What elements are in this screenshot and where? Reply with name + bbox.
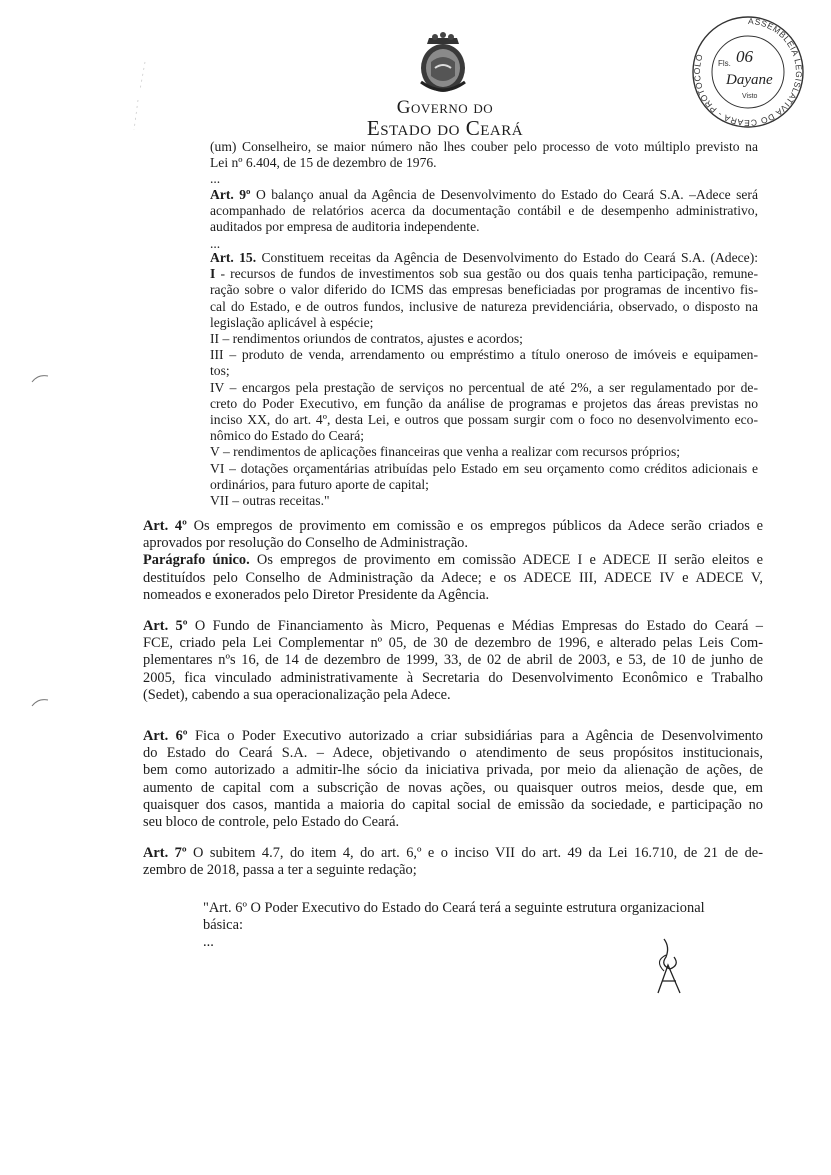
margin-mark	[30, 372, 50, 384]
text-line: O subitem 4.7, do item 4, do art. 6,º e o inciso VII do art. 49 da Lei 16.710, de 21 de de-	[186, 845, 763, 861]
quoted-art15	[210, 250, 758, 509]
quoted-art9	[210, 187, 758, 252]
margin-smudge	[120, 60, 150, 140]
text-line: acompanhado de relatórios acerca da documentação contábil e de desempenho administrativo,	[210, 203, 758, 219]
text-line: bem como autorizado a admitir-lhe sócio da iniciativa privada, por meio da alienação de ações, de	[143, 762, 763, 779]
text-line: destituídos pelo Conselho de Administração da Adece; e os ADECE III, ADECE IV e ADECE V,	[143, 569, 763, 586]
article-label: Art. 7º	[143, 845, 187, 861]
text-line: creto do Poder Executivo, em função da análise de programas e projetos das áreas previstas no	[210, 395, 758, 411]
text-line: tos;	[210, 363, 230, 379]
text-line: ordinários, para futuro aporte de capital;	[210, 476, 429, 492]
text-line: Os empregos de provimento em comissão e os empregos públicos da Adece serão criados e	[186, 518, 763, 534]
text-line: Lei nº 6.404, de 15 de dezembro de 1976.	[210, 155, 437, 171]
text-line: seu bloco de controle, pelo Estado do Ceará.	[143, 814, 400, 831]
article-7	[143, 845, 763, 879]
article-5	[143, 618, 763, 704]
text-line: – dotações orçamentárias atribuídas pelo Estado em seu orçamento como créditos adicionais e	[224, 460, 758, 476]
protocol-stamp	[688, 14, 808, 130]
text-line: ração sobre o valor diferido do ICMS das empresas beneficiadas por programas de incentivo fis-	[210, 282, 758, 298]
text-line: nomeados e exonerados pelo Diretor Presidente da Agência.	[143, 586, 490, 603]
text-line: nômico do Estado do Ceará;	[210, 428, 365, 444]
stamp-fls-label: Fls.	[718, 59, 731, 68]
text-line: legislação aplicável à espécie;	[210, 314, 374, 330]
text-line: 2005, fica vinculado administrativamente à Secretaria do Desenvolvimento Econômico e Trabalho	[143, 669, 763, 686]
government-header	[350, 98, 540, 139]
text-line: O Fundo de Financiamento às Micro, Pequenas e Médias Empresas do Estado do Ceará –	[187, 618, 763, 634]
article-label: Art. 6º	[143, 728, 188, 744]
item-label: VII	[210, 493, 229, 509]
text-line: – rendimentos oriundos de contratos, ajustes e acordos;	[219, 331, 523, 347]
state-coat-of-arms-icon	[415, 32, 471, 96]
text-line: Constituem receitas da Agência de Desenvolvimento do Estado do Ceará S.A. (Adece):	[256, 250, 758, 265]
text-line: O balanço anual da Agência de Desenvolvimento do Estado do Ceará S.A. –Adece será	[250, 187, 758, 202]
ellipsis: ...	[203, 934, 214, 951]
text-line: inciso XX, do art. 4º, desta Lei, e outros que possam surgir com o foco no desenvolvimento eco-	[210, 412, 758, 428]
text-line: Os empregos de provimento em comissão ADECE I e ADECE II serão eleitos e	[249, 552, 763, 569]
item-label: VI	[210, 460, 225, 476]
ellipsis: ...	[210, 171, 221, 187]
item-label: II	[210, 331, 220, 347]
text-line: Fica o Poder Executivo autorizado a criar subsidiárias para a Agência de Desenvolvimento	[187, 728, 763, 744]
quoted-art5-end	[210, 139, 758, 188]
article-label: Art. 9º	[210, 187, 251, 202]
text-line: "Art. 6º O Poder Executivo do Estado do Ceará terá a seguinte estrutura organizacional	[203, 900, 705, 916]
text-line: auditados por empresa de auditoria independente.	[210, 219, 480, 235]
paragraph-label: Parágrafo único.	[143, 552, 250, 569]
text-line: aumento de capital com a subscrição de novas ações, ou quaisquer outros meios, desde que, em	[143, 779, 763, 796]
text-line: básica:	[203, 917, 243, 934]
article-label: Art. 5º	[143, 618, 188, 634]
item-label: III	[210, 347, 224, 363]
text-line: FCE, criado pela Lei Complementar nº 05, de 30 de dezembro de 1996, e alterado pelas Leis Com-	[143, 635, 763, 652]
article-label: Art. 4º	[143, 518, 187, 534]
text-line: (um) Conselheiro, se maior número não lhes couber pelo processo de voto múltiplo previsto na	[210, 139, 758, 154]
rubric-signature-icon	[640, 935, 692, 995]
item-label: IV	[210, 379, 225, 395]
text-line: cal do Estado, e de outros fundos, inclusive de natureza previdenciária, observado, o disposto na	[210, 298, 758, 314]
text-line: – encargos pela prestação de serviços no percentual de até 2%, a ser regulamentado por de-	[224, 379, 758, 395]
text-line: plementares nºs 16, de 14 de dezembro de 1999, 33, de 02 de abril de 2003, e 53, de 10 de junho de	[143, 652, 763, 669]
text-line: – outras receitas."	[228, 493, 330, 509]
stamp-page-number: 06	[736, 47, 753, 66]
text-line: – produto de venda, arrendamento ou empréstimo a título oneroso de imóveis e equipamen-	[223, 347, 758, 363]
text-line: do Estado do Ceará S.A. – Adece, objetivando o atendimento de seus propósitos institucionais,	[143, 745, 763, 762]
article-label: Art. 15.	[210, 250, 257, 265]
text-line: quaisquer dos casos, mantida a maioria do capital social de emissão da sociedade, e participação no	[143, 796, 763, 813]
item-label: I	[210, 266, 216, 282]
text-line: - recursos de fundos de investimentos sob sua gestão ou dos quais tenha participação, remune-	[215, 266, 758, 282]
stamp-ring-text: ASSEMBLÉIA LEGISLATIVA DO CEARÁ - PROTOCOLO	[691, 15, 805, 129]
text-line: (Sedet), cabendo a sua operacionalização pela Adece.	[143, 686, 451, 703]
item-label: V	[210, 444, 220, 460]
stamp-visto-label: Visto	[742, 93, 758, 100]
header-line-1: Governo do	[396, 97, 494, 118]
text-line: aprovados por resolução do Conselho de Administração.	[143, 535, 468, 552]
stamp-signature: Dayane	[726, 72, 773, 88]
article-6	[143, 728, 763, 831]
article-4	[143, 518, 763, 604]
margin-mark	[30, 696, 50, 708]
header-line-2: Estado do Ceará	[366, 116, 524, 140]
text-line: – rendimentos de aplicações financeiras que venha a realizar com recursos próprios;	[219, 444, 681, 460]
text-line: zembro de 2018, passa a ter a seguinte redação;	[143, 862, 417, 879]
ellipsis: ...	[210, 235, 221, 251]
